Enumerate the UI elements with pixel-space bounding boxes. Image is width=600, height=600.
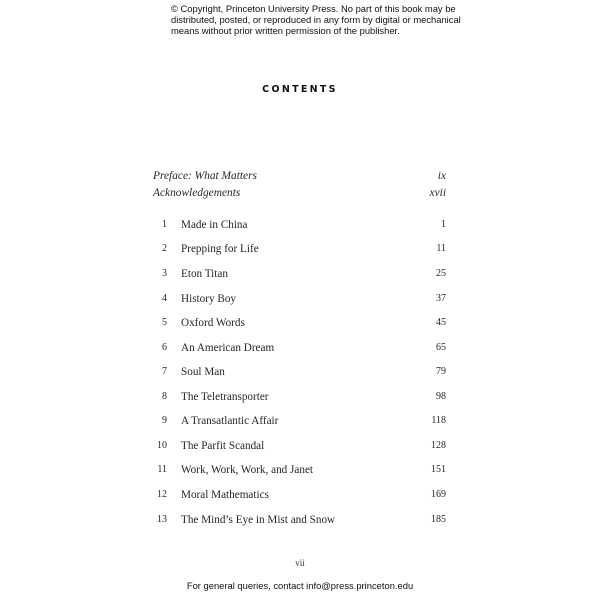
toc-entry-page: xvii [429,187,446,199]
toc-entry-title: Eton Titan [181,268,228,280]
toc-chapter-number: 2 [162,243,167,254]
toc-entry-title: Soul Man [181,366,225,378]
toc-chapter-entry [150,364,446,380]
toc-entry-page: 45 [436,317,446,328]
toc-entry-page: 25 [436,268,446,279]
toc-chapter-entry [150,487,446,503]
toc-chapter-number: 6 [162,342,167,353]
toc-entry-title: Preface: What Matters [153,170,257,182]
toc-entry-title: The Mind’s Eye in Mist and Snow [181,514,336,526]
toc-chapter-number: 9 [162,415,167,426]
footer-contact: For general queries, contact info@press.princeton.edu [186,580,414,591]
toc-chapter-entry [150,512,446,528]
toc-entry-page: 128 [431,440,446,451]
toc-entry-page: 185 [431,514,446,525]
toc-front-entry-preface [150,168,446,184]
toc-entry-title: A Transatlantic Affair [181,415,279,427]
toc-chapter-entry [150,389,446,405]
toc-entry-title: The Parfit Scandal [181,440,265,452]
toc-entry-page: ix [437,170,446,182]
toc-chapter-entry [150,217,446,233]
toc-entry-page: 79 [436,366,446,377]
toc-entry-page: 151 [431,464,446,475]
toc-chapter-number: 1 [162,219,167,230]
toc-chapter-entry [150,241,446,257]
toc-entry-page: 65 [436,342,446,353]
toc-chapter-entry [150,291,446,307]
toc-entry-page: 98 [436,391,446,402]
toc-chapter-number: 4 [162,293,167,304]
copyright-line: © Copyright, Princeton University Press. No part of this book may be [171,3,456,14]
toc-chapter-number: 3 [162,268,167,279]
toc-entry-title: Work, Work, Work, and Janet [181,464,314,476]
copyright-notice [171,3,461,37]
toc-chapter-entry [150,266,446,282]
toc-entry-page: 118 [431,415,446,426]
toc-chapter-number: 7 [162,366,167,377]
toc-chapter-number: 8 [162,391,167,402]
toc-entry-title: The Teletransporter [181,391,269,403]
toc-entry-title: Moral Mathematics [181,489,269,501]
toc-chapter-number: 5 [162,317,167,328]
toc-entry-title: An American Dream [181,342,275,354]
toc-chapter-number: 13 [157,514,167,525]
toc-entry-page: 11 [436,243,446,254]
toc-entry-title: Made in China [181,219,248,231]
toc-chapter-entry [150,315,446,331]
toc-entry-page: 1 [441,219,446,230]
toc-entry-title: Oxford Words [181,317,245,329]
toc-chapter-number: 10 [157,440,167,451]
contents-heading: CONTENTS [262,84,338,95]
copyright-line: means without prior written permission of the publisher. [171,25,400,37]
toc-chapter-entry [150,413,446,429]
toc-chapter-entry [150,462,446,478]
toc-entry-page: 169 [431,489,446,500]
toc-entry-title: History Boy [181,293,237,305]
toc-entry-title: Prepping for Life [181,243,259,255]
toc-chapter-entry [150,340,446,356]
page-folio: vii [295,558,305,568]
toc-entry-page: 37 [436,293,446,304]
toc-front-entry-acknowledgements [150,185,446,201]
toc-chapter-entry [150,438,446,454]
copyright-line: distributed, posted, or reproduced in any form by digital or mechanical [171,14,461,26]
toc-entry-title: Acknowledgements [153,187,241,199]
toc-chapter-number: 11 [157,464,167,475]
toc-chapter-number: 12 [157,489,167,500]
